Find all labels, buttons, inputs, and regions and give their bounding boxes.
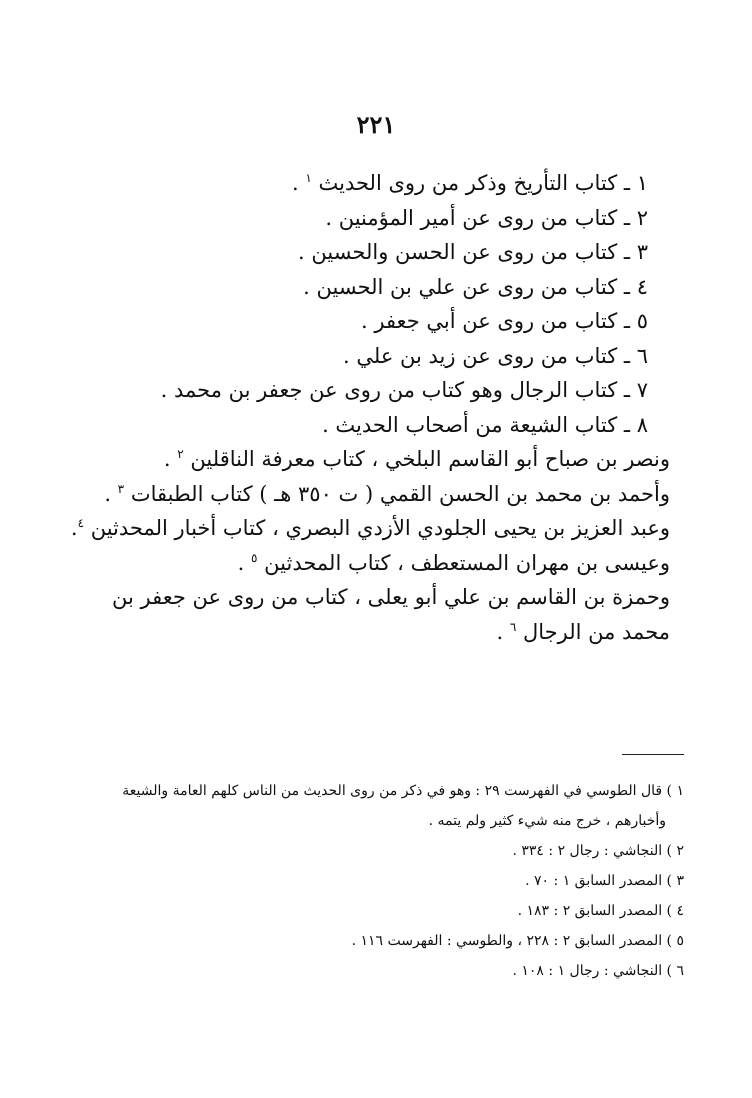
list-item xyxy=(70,304,670,339)
line-tail: . xyxy=(237,550,252,575)
footnote-marker: ٥ xyxy=(251,550,258,565)
paragraph-line xyxy=(70,442,670,477)
footnote-marker: ١ xyxy=(305,171,312,185)
paragraph-line xyxy=(70,477,670,512)
line-tail: . xyxy=(104,481,118,506)
line-tail: . xyxy=(163,447,178,471)
paragraph-line xyxy=(70,511,670,546)
footnote: ٦ ) النجاشي : رجال ١ : ١٠٨ . xyxy=(512,963,684,979)
list-item xyxy=(70,270,670,305)
list-item xyxy=(70,235,670,270)
footnote-continuation: وأخبارهم ، خرج منه شيء كثير ولم يتمه . xyxy=(428,813,666,829)
footnote-separator xyxy=(622,754,684,755)
line-text: ٨ ـ كتاب الشيعة من أصحاب الحديث . xyxy=(322,412,648,437)
footnotes-block xyxy=(74,776,684,986)
list-item xyxy=(70,339,670,374)
footnote-marker: ٢ xyxy=(177,447,184,461)
footnote-marker: ٣ xyxy=(117,481,125,496)
line-text: وعبد العزيز بن يحيى الجلودي الأزدي البصري ، كتاب أخبار المحدثين xyxy=(90,516,670,540)
line-text: ٣ ـ كتاب من روى عن الحسن والحسين . xyxy=(298,240,648,264)
line-text: ١ ـ كتاب التأريخ وذكر من روى الحديث xyxy=(318,171,648,195)
list-item xyxy=(70,201,670,236)
list-item xyxy=(70,166,670,201)
footnote: ٢ ) النجاشي : رجال ٢ : ٣٣٤ . xyxy=(512,843,684,859)
paragraph-line xyxy=(70,580,670,649)
paragraph-line xyxy=(70,546,670,581)
list-item xyxy=(70,408,670,443)
footnote: ١ ) قال الطوسي في الفهرست ٢٩ : وهو في ذكر من روى الحديث من الناس كلهم العامة والشيعة xyxy=(122,783,684,799)
list-item xyxy=(70,373,670,408)
line-text: وحمزة بن القاسم بن علي أبو يعلى ، كتاب من روى عن جعفر بن محمد من الرجال xyxy=(112,585,670,644)
line-text: ٤ ـ كتاب من روى عن علي بن الحسين . xyxy=(303,274,648,299)
line-text: وعيسى بن مهران المستعطف ، كتاب المحدثين xyxy=(264,550,670,575)
line-tail: . xyxy=(496,619,510,644)
footnote-marker: ٦ xyxy=(509,619,517,634)
line-tail: . xyxy=(292,171,306,195)
line-text: وأحمد بن محمد بن الحسن القمي ( ت ٣٥٠ هـ ) كتاب الطبقات xyxy=(130,481,670,506)
footnote: ٤ ) المصدر السابق ٢ : ١٨٣ . xyxy=(517,903,684,919)
page-number: ٢٢١ xyxy=(356,110,396,139)
footnote: ٣ ) المصدر السابق ١ : ٧٠ . xyxy=(525,873,684,889)
footnote: ٥ ) المصدر السابق ٢ : ٢٢٨ ، والطوسي : الفهرست ١١٦ . xyxy=(351,933,684,949)
line-text: ونصر بن صباح أبو القاسم البلخي ، كتاب معرفة الناقلين xyxy=(190,447,670,471)
line-tail: . xyxy=(70,516,78,540)
line-text: ٦ ـ كتاب من روى عن زيد بن علي . xyxy=(343,343,648,368)
line-text: ٢ ـ كتاب من روى عن أمير المؤمنين . xyxy=(325,205,648,230)
line-text: ٥ ـ كتاب من روى عن أبي جعفر . xyxy=(361,309,648,333)
main-text-block xyxy=(70,166,670,649)
line-text: ٧ ـ كتاب الرجال وهو كتاب من روى عن جعفر بن محمد . xyxy=(160,378,648,402)
footnote-marker: ٤ xyxy=(77,516,85,530)
